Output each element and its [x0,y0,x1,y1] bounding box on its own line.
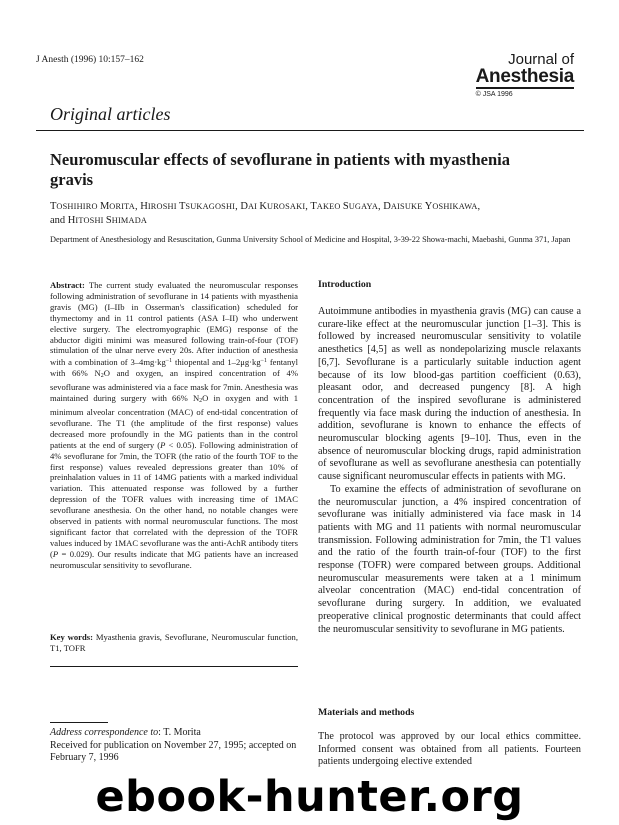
introduction-paragraph: Autoimmune antibodies in myasthenia gravis (MG) can cause a curare-like effect at the neuromuscular junction [1–3]. This is followed by increased neuromuscular sensitivity to volatile anesthetics [4,5] as well as nondepolarizing muscle relaxants [6,7]. Sevoflurane is a particularly suitable induction agent because of its low blood-gas partition coefficient (0.63), pleasant odor, and decreased pungency [8]. A high concentration of the inspired sevoflurane is administered frequently via face mask during the induction of anesthesia. In addition, sevoflurane is known to enhance the effects of neuromuscular blocking agents [9–10]. Thus, even in the absence of neuromuscular blocking drugs, rapid administration of sevoflurane as well as sevoflurane anesthesia can potentially cause significant neuromuscular effects in patients with MG. [318,306,581,483]
correspondence: Address correspondence to: T. Morita [50,727,201,738]
keywords-label: Key words: [50,632,93,642]
affiliation: Department of Anesthesiology and Resuscitation, Gunma University School of Medicine and Hospital, 3-39-22 Showa-machi, Maebashi, Gunma 371, Japan [50,235,571,244]
journal-logo [476,52,574,98]
watermark: ebook-hunter.org [95,772,524,822]
introduction-paragraph: To examine the effects of administration of sevoflurane on the neuromuscular junction, a 4% inspired concentration of sevoflurane was initially administered via face mask in 14 patients with MG and 11 patients with normal neuromuscular transmission. Following administration for 7min, the T1 values and the ratio of the fourth train-of-four (TOF) to the first response (TOFR) were compared between groups. Additional neuromuscular measurements were taken at a 1 minimum alveolar concentration (MAC) end-tidal concentration of sevoflurane during surgery. In addition, we evaluated preoperative clinical prognostic determinants that could affect the neuromuscular sensitivity to sevoflurane in MG patients. [318,483,581,635]
keywords: Key words: Myasthenia gravis, Sevoflurane, Neuromuscular function, T1, TOFR [50,632,298,653]
methods-heading: Materials and methods [318,707,415,718]
copyright: © JSA 1996 [475,91,513,98]
author-list: TOSHIHIRO MORITA, HIROSHI TSUKAGOSHI, DAI KUROSAKI, TAKEO SUGAYA, DAISUKE YOSHIKAWA, and HITOSHI SHIMADA [50,201,481,226]
journal-rule [476,87,574,89]
abstract: Abstract: The current study evaluated the neuromuscular responses following administration of sevoflurane in 14 patients with myasthenia gravis (MG) (I–IIb in Osserman's classification) scheduled for thymectomy and in 11 control patients (ASA I–II) who underwent elective surgery. The electromyographic (EMG) response of the abductor digiti minimi was measured following train-of-four (TOF) stimulation of the ulnar nerve every 20s. After induction of anesthesia with a combination of $3-4mg\cdot kg^{-1}$ thiopental and $1-2\mu g\cdot kg^{-1}$ fentanyl with 66% N2O and oxygen, an inspired concentration of 4% sevoflurane was administered via a face mask for 7min. Anesthesia was maintained during surgery with 66% N2O in oxygen and with 1 minimum alveolar concentration (MAC) of end-tidal concentration of sevoflurane. The T1 (the amplitude of the first response) values decreased more profoundly in the MG patients than in the control patients at the end of surgery (P < 0.05). Following administration of 4% sevoflurane for 7min, the TOFR (the ratio of the fourth TOF to the first response) values revealed depressions greater than 10% of preinhalation values in 11 of 14MG patients with a marked individual variation. This attenuated response was followed by a further depression of the TOFR values with increasing time of 1MAC sevoflurane anesthesia. On the other hand, no notable changes were observed in patients with normal neuromuscular functions. The most significant factor that correlated with the depression of the TOFR values induced by 1MAC sevoflurane was the anti-AchR antibody titers (P = 0.029). Our results indicate that MG patients have an increased neuromuscular sensitivity to sevoflurane. [50,280,299,570]
introduction-body [318,306,581,636]
methods-paragraph: The protocol was approved by our local ethics committee. Informed consent was obtained from all patients. Fourteen patients undergoing elective extended [318,731,581,768]
journal-of-text: Journal of [508,51,574,68]
article-title: Neuromuscular effects of sevoflurane in patients with myasthenia gravis [50,150,510,189]
journal-name: Anesthesia [475,66,574,87]
citation: J Anesth (1996) 10:157–162 [36,55,144,65]
footnote-divider [50,722,108,723]
methods-body [318,731,581,769]
abstract-divider [50,666,298,667]
section-label: Original articles [50,104,171,124]
section-divider [36,130,584,131]
introduction-heading: Introduction [318,279,372,290]
abstract-label: Abstract: [50,280,85,290]
footnote [50,727,298,765]
received-dates: Received for publication on November 27, 1995; accepted on February 7, 1996 [50,739,297,764]
